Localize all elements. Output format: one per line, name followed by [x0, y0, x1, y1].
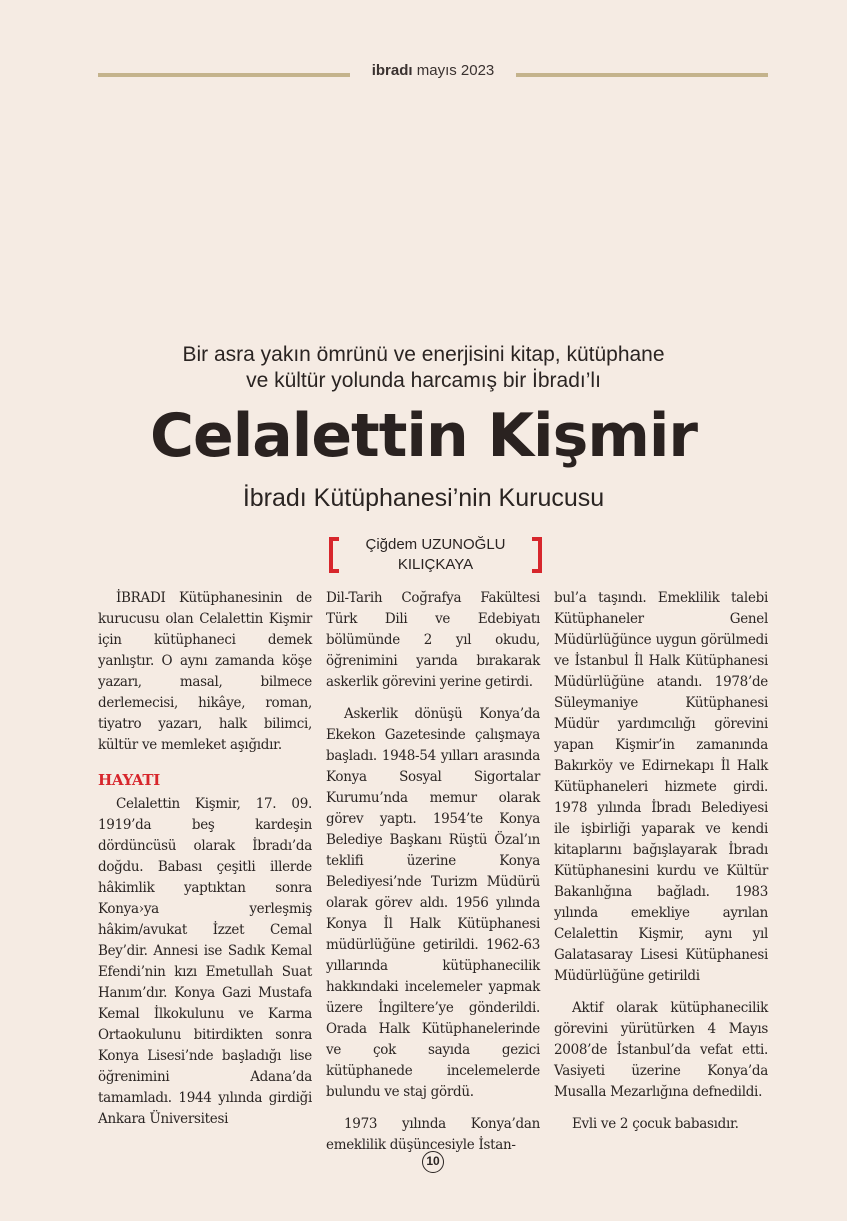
- kicker-line-2: ve kültür yolunda harcamış bir İbradı’lı: [246, 369, 601, 392]
- issue-date: mayıs 2023: [416, 62, 495, 79]
- biography-paragraph: Celalettin Kişmir, 17. 09. 1919’da beş kardeşin dördüncüsü olarak İbradı’da doğdu. Babası çeşitli illerde hâkimlik yaptıktan sonra Konya›ya yerleşmiş hâkim/avukat İzzet Cemal Bey’dir. Annesi ise Sadık Kemal Efendi’nin kızı Emetullah Suat Hanım’dır. Konya Gazi Mustafa Kemal İlkokulunu ve Karma Ortaokulunu bitirdikten sonra Konya Lisesi’nde başladığı lise öğrenimini Adana’da tamamladı. 1944 yılında girdiği Ankara Üniversitesi: [98, 796, 312, 1127]
- intro-paragraph: İBRADI Kütüphanesinin de kurucusu olan Celalettin Kişmir için kütüphaneci demek yanlıştır. O aynı zamanda köşe yazarı, masal, bilmece derlemecisi, hikâye, roman, tiyatro yazarı, halk bilimci, kültür ve memleket aşığıdır.: [98, 590, 312, 753]
- magazine-name: ibradı: [371, 62, 413, 79]
- section-heading: HAYATI: [98, 771, 161, 789]
- text-column-3: [554, 588, 768, 1135]
- column-3-paragraph-1: bul’a taşındı. Emeklilik talebi Kütüphaneler Genel Müdürlüğünce uygun görülmedi ve İstanbul İl Halk Kütüphanesi Müdürlüğüne atandı. 1978’de Süleymaniye Kütüphanesi Müdür yardımcılığı görevini yapan Kişmir’in zamanında Bakırköy ve Edirnekapı İl Halk Kütüphaneleri hizmete girdi. 1978 yılında İbradı Belediyesi ile işbirliği yaparak ve kendi kitaplarını bağışlayarak İbradı Kütüphanesini kurdu ve Kültür Bakanlığına bağladı. 1983 yılında emekliye ayrılan Celalettin Kişmir, aynı yıl Galatasaray Lisesi Kütüphanesi Müdürlüğüne getirildi: [554, 590, 768, 984]
- column-2-paragraph-2: Askerlik dönüşü Konya’da Ekekon Gazetesinde çalışmaya başladı. 1948-54 yılları arasında Konya Sosyal Sigortalar Kurumu’nda memur olarak görev yaptı. 1954’te Konya Belediye Başkanı Rüştü Özal’ın teklifi üzerine Konya Belediyesi’nde Turizm Müdürü olarak görev aldı. 1956 yılında Konya İl Halk Kütüphanesi müdürlüğüne getirildi. 1962-63 yıllarında kütüphanecilik hakkındaki incelemeler yapmak üzere İngiltere’ye gönderildi. Orada Halk Kütüphanelerinde ve çok sayıda gezici kütüphanede incelemelerde bulundu ve staj gördü.: [326, 706, 540, 1100]
- article-kicker: [0, 342, 847, 394]
- page-number: 10: [422, 1151, 444, 1173]
- article-title: Celalettin Kişmir: [149, 401, 698, 471]
- header-rule-right: [516, 73, 768, 77]
- author-name-line-2: KILIÇKAYA: [397, 556, 474, 573]
- column-3-paragraph-2: Aktif olarak kütüphanecilik görevini yürütürken 4 Mayıs 2008’de İstanbul’da vefat etti. Vasiyeti üzerine Konya’da Musalla Mezarlığına defnedildi.: [554, 1000, 768, 1100]
- author-byline: [339, 535, 532, 575]
- kicker-line-1: Bir asra yakın ömrünü ve enerjisini kitap, kütüphane: [182, 343, 665, 366]
- header-rule-left: [98, 73, 350, 77]
- text-column-2: [326, 588, 540, 1156]
- author-name-line-1: Çiğdem UZUNOĞLU: [365, 536, 506, 553]
- author-bracket-right: [532, 537, 542, 573]
- article-subtitle: İbradı Kütüphanesi’nin Kurucusu: [242, 484, 605, 512]
- running-header: [350, 62, 516, 79]
- text-column-1: [98, 588, 312, 1130]
- author-bracket-left: [329, 537, 339, 573]
- column-2-paragraph-3: 1973 yılında Konya’dan emeklilik düşüncesiyle İstan-: [326, 1116, 540, 1153]
- column-2-paragraph-1: Dil-Tarih Coğrafya Fakültesi Türk Dili ve Edebiyatı bölümünde 2 yıl okudu, öğrenimini yarıda bırakarak askerlik görevini yerine getirdi.: [326, 590, 540, 690]
- column-3-paragraph-3: Evli ve 2 çocuk babasıdır.: [572, 1116, 739, 1132]
